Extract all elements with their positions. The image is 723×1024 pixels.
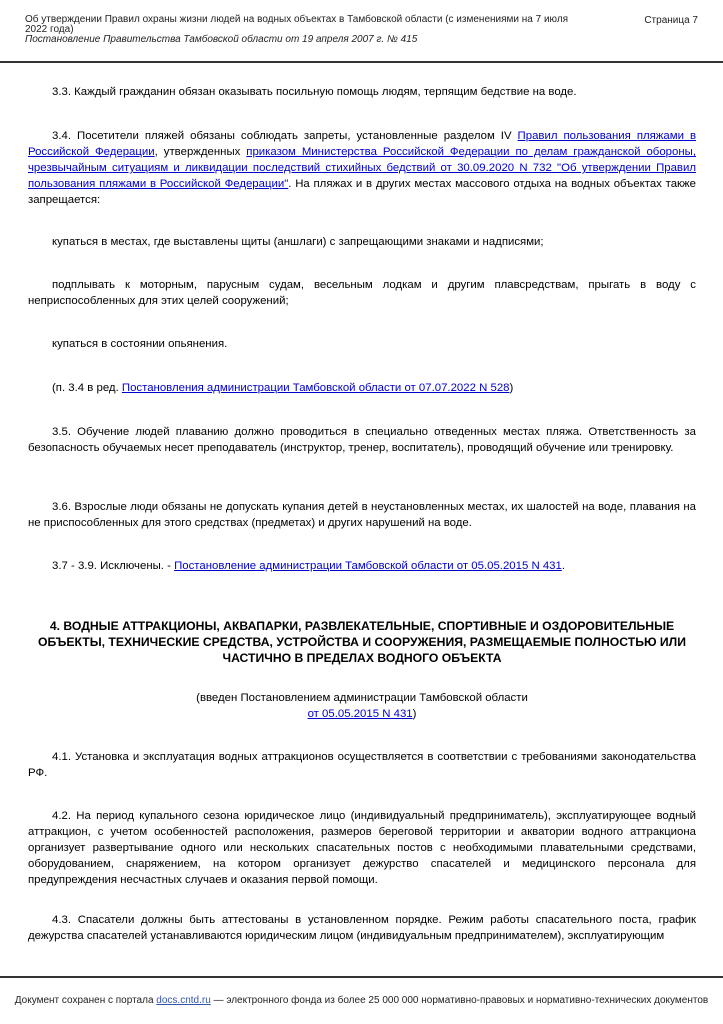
list-item: подплывать к моторным, парусным судам, весельным лодкам и другим плавсредствам, прыгать в воду с неприспособленных для этих целей сооружений; [28,279,696,307]
text: 3.7 - 3.9. Исключены. - [52,560,175,572]
paragraph-4-1: 4.1. Установка и эксплуатация водных аттракционов осуществляется в соответствии с требованиями законодательства РФ. [28,751,696,779]
page-header [25,15,585,45]
link-mchs-order[interactable]: приказом Министерства Российской Федерации по делам гражданской обороны, чрезвычайным ситуациям и ликвидации последствий стихийных бедствий от 30.09.2020 N 732 "Об утверждении Правил пользования пляжами в Российской Федерации" [28,146,696,190]
text: Документ сохранен с портала [14,995,157,1006]
link-resolution-528[interactable]: Постановления администрации Тамбовской области от 07.07.2022 N 528 [121,382,510,394]
paragraph-3-3: 3.3. Каждый гражданин обязан оказывать посильную помощь людям, терпящим бедствие на воде. [52,86,577,98]
list-item: купаться в местах, где выставлены щиты (аншлаги) с запрещающими знаками и надписями; [52,236,544,248]
header-divider [0,61,723,63]
text: . На пляжах и в других местах массового отдыха на водных объектах также запрещается: [28,178,696,206]
paragraph-3-6: 3.6. Взрослые люди обязаны не допускать купания детей в неустановленных местах, их шалостей на воде, плавания на не приспособленных для этого средствах (предметах) и других нарушений на воде. [28,501,696,529]
document-title: Об утверждении Правил охраны жизни людей на водных объектах в Тамбовской области (с изменениями на 7 июля 2022 года) [25,14,569,35]
paragraph-3-5: 3.5. Обучение людей плаванию должно проводиться в специально отведенных местах пляжа. Ответственность за безопасность обучаемых несет преподаватель (инструктор, тренер, воспитатель), проводящий обучение или тренировку. [28,426,696,454]
portal-link[interactable]: docs.cntd.ru [156,995,211,1006]
text: (введен Постановлением администрации Тамбовской области [196,692,528,704]
revision-note-3-4 [28,380,696,396]
text: (п. 3.4 в ред. [52,382,122,394]
text: . [561,560,566,572]
introduced-note [28,690,696,722]
paragraph-3-7 [28,558,696,574]
paragraph-3-4 [28,128,696,208]
paragraph-4-3: 4.3. Спасатели должны быть аттестованы в установленном порядке. Режим работы спасательного поста, график дежурства спасателей устанавливаются юридическим лицом (индивидуальным предпринимателем), эксплуатирующим [28,914,696,942]
link-resolution-431[interactable]: Постановление администрации Тамбовской области от 05.05.2015 N 431 [174,560,562,572]
page-number: Страница 7 [644,15,698,26]
text: ) [412,708,417,720]
text: , утвержденных [154,146,247,158]
text: — электронного фонда из более 25 000 000 нормативно-правовых и нормативно-технических документов [210,995,709,1006]
page-footer [0,995,723,1006]
document-subtitle: Постановление Правительства Тамбовской области от 19 апреля 2007 г. № 415 [25,34,418,45]
link-resolution-431[interactable]: от 05.05.2015 N 431 [307,708,413,720]
list-item: купаться в состоянии опьянения. [52,338,228,350]
text: ) [509,382,514,394]
footer-divider [0,976,723,978]
text: 3.4. Посетители пляжей обязаны соблюдать запреты, установленные разделом IV [52,130,518,142]
section-heading-4: 4. ВОДНЫЕ АТТРАКЦИОНЫ, АКВАПАРКИ, РАЗВЛЕКАТЕЛЬНЫЕ, СПОРТИВНЫЕ И ОЗДОРОВИТЕЛЬНЫЕ ОБЪЕКТЫ, ТЕХНИЧЕСКИЕ СРЕДСТВА, УСТРОЙСТВА И СООРУЖЕНИЯ, РАЗМЕЩАЕМЫЕ ПОЛНОСТЬЮ ИЛИ ЧАСТИЧНО В ПРЕДЕЛАХ ВОДНОГО ОБЪЕКТА [38,619,686,665]
paragraph-4-2: 4.2. На период купального сезона юридическое лицо (индивидуальный предприниматель), эксплуатирующее водный аттракцион, с учетом особенностей расположения, размеров береговой территории и акватории водного аттракциона организует развертывание одного или нескольких спасательных постов с необходимыми плавательными средствами, оборудованием, снаряжением, на котором организует дежурство спасателей и медицинского персонала для предупреждения несчастных случаев и оказания первой помощи. [28,810,696,886]
link-beach-rules[interactable]: Правил пользования пляжами в Российской Федерации [28,130,697,158]
